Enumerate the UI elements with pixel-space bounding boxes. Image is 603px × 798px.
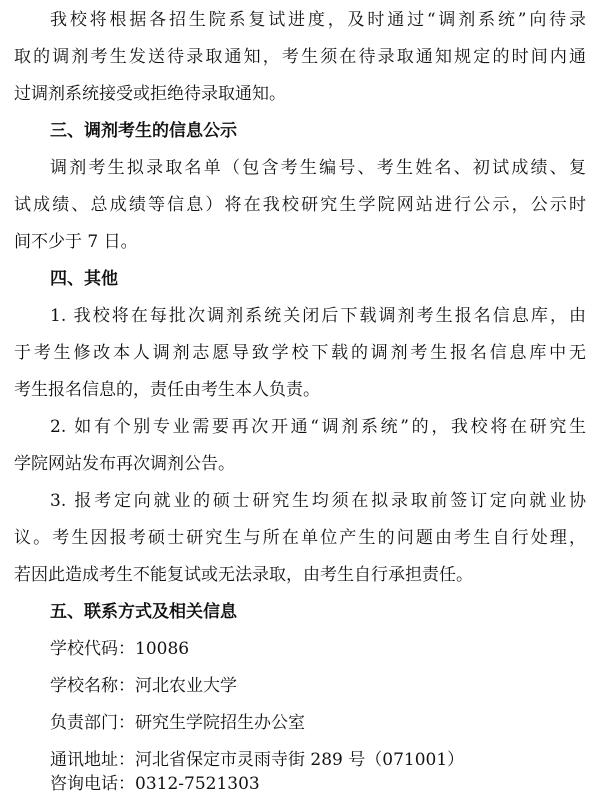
mailing-address: 通讯地址：河北省保定市灵雨寺街 289 号（071001）	[50, 750, 465, 770]
paragraph-line: 学院网站发布再次调剂公告。	[14, 454, 235, 474]
paragraph-line: 过调剂系统接受或拒绝待录取通知。	[14, 84, 286, 104]
section-heading: 五、联系方式及相关信息	[50, 602, 237, 622]
paragraph-line: 调剂考生拟录取名单（包含考生编号、考生姓名、初试成绩、复	[50, 158, 586, 178]
school-name: 学校名称：河北农业大学	[50, 676, 237, 696]
paragraph-line: 1. 我校将在每批次调剂系统关闭后下载调剂考生报名信息库，由	[50, 306, 586, 326]
paragraph-line: 考生报名信息的，责任由考生本人负责。	[14, 380, 320, 400]
paragraph-line: 试成绩、总成绩等信息）将在我校研究生学院网站进行公示，公示时	[14, 195, 586, 215]
paragraph-line: 间不少于 7 日。	[14, 232, 138, 252]
paragraph-line: 3. 报考定向就业的硕士研究生均须在拟录取前签订定向就业协	[50, 491, 586, 511]
paragraph-line: 于考生修改本人调剂志愿导致学校下载的调剂考生报名信息库中无	[14, 343, 586, 363]
paragraph-line: 我校将根据各招生院系复试进度，及时通过“调剂系统”向待录	[50, 10, 586, 30]
section-heading: 四、其他	[50, 269, 118, 289]
responsible-department: 负责部门：研究生学院招生办公室	[50, 713, 305, 733]
paragraph-line: 取的调剂考生发送待录取通知，考生须在待录取通知规定的时间内通	[14, 47, 586, 67]
consult-phone: 咨询电话：0312-7521303	[50, 774, 260, 794]
section-heading: 三、调剂考生的信息公示	[50, 121, 237, 141]
paragraph-line: 议。考生因报考硕士研究生与所在单位产生的问题由考生自行处理，	[14, 528, 586, 548]
school-code: 学校代码：10086	[50, 639, 190, 659]
paragraph-line: 若因此造成考生不能复试或无法录取，由考生自行承担责任。	[14, 565, 473, 585]
paragraph-line: 2. 如有个别专业需要再次开通“调剂系统”的，我校将在研究生	[50, 417, 586, 437]
